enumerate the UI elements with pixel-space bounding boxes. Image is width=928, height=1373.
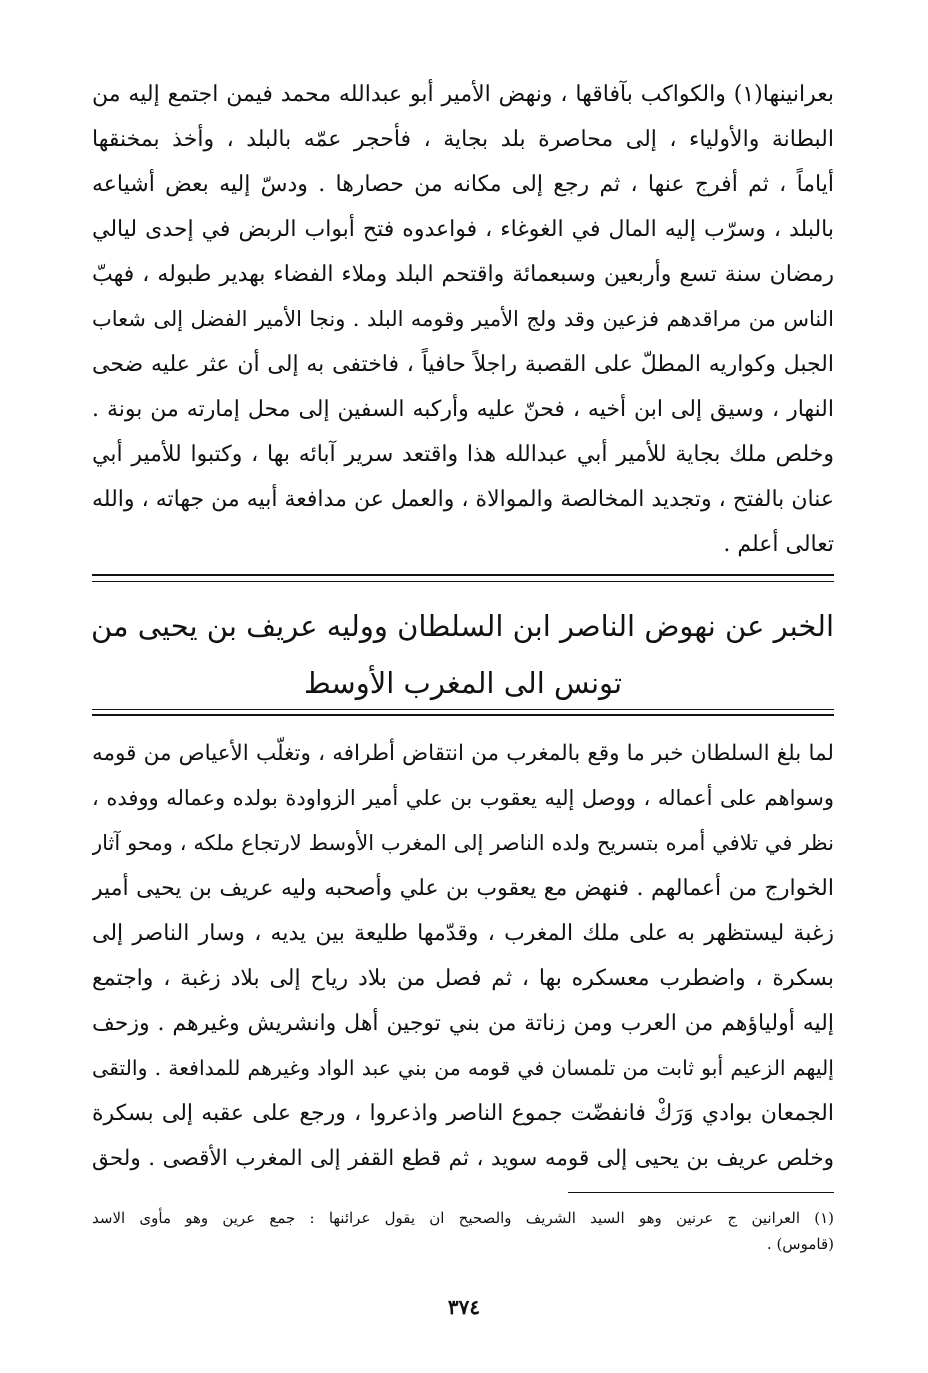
text-line: الخوارج من أعمالهم . فنهض مع يعقوب بن علي وأصحبه وليه عريف بن يحيى أمير [92, 876, 834, 901]
text-line: رمضان سنة تسع وأربعين وسبعمائة واقتحم البلد وملاء الفضاء بهدير طبوله ، فهبّ [92, 262, 834, 287]
text-line: لما بلغ السلطان خبر ما وقع بالمغرب من انتقاض أطرافه ، وتغلّب الأعياص من قومه [92, 741, 834, 766]
text-line: وخلص ملك بجاية للأمير أبي عبدالله هذا واقتعد سرير آبائه بها ، وكتبوا للأمير أبي [92, 442, 834, 467]
page-number: ٣٧٤ [447, 1295, 481, 1319]
heading-bottom-rule-thick [92, 714, 834, 716]
footnote-line: (١) العرانين ج عرنين وهو السيد الشريف والصحيح ان يقول عرائنها : جمع عرين وهو مأوى الاسد [92, 1209, 834, 1227]
paragraph-section [92, 731, 834, 1181]
heading-line: الخبر عن نهوض الناصر ابن السلطان ووليه عريف بن يحيى من [90, 609, 834, 643]
text-line: النهار ، وسيق إلى ابن أخيه ، فحنّ عليه وأركبه السفين إلى محل إمارته من بونة . [92, 397, 834, 422]
heading-top-rule-thick [92, 574, 834, 576]
text-line: وخلص عريف بن يحيى إلى قومه سويد ، ثم قطع القفر إلى المغرب الأقصى . ولحق [92, 1146, 834, 1171]
text-line: البطانة والأولياء ، إلى محاصرة بلد بجاية ، فأحجر عمّه بالبلد ، وأخذ بمخنقها [92, 127, 834, 152]
text-line: زغبة ليستظهر به على ملك المغرب ، وقدّمها طليعة بين يديه ، وسار الناصر إلى [92, 921, 834, 946]
text-line: وسواهم على أعماله ، ووصل إليه يعقوب بن علي أمير الزواودة بولده وعماله ووفده ، [92, 786, 834, 810]
text-line: إليهم الزعيم أبو ثابت من تلمسان في قومه من بني عبد الواد وغيرهم للمدافعة . والتقى [92, 1056, 834, 1080]
text-line: تعالى أعلم . [723, 532, 834, 557]
text-line: بعرانينها(١) والكواكب بآفاقها ، ونهض الأمير أبو عبدالله محمد فيمن اجتمع إليه من [92, 82, 834, 107]
text-line: بسكرة ، واضطرب معسكره بها ، ثم فصل من بلاد رياح إلى بلاد زغبة ، واجتمع [92, 966, 834, 991]
heading-bottom-rule-thin [92, 709, 834, 710]
heading-line: تونس الى المغرب الأوسط [303, 666, 623, 700]
section-heading [92, 598, 834, 712]
text-line: عنان بالفتح ، وتجديد المخالصة والموالاة ، والعمل عن مدافعة أبيه من جهاته ، والله [92, 487, 834, 512]
text-line: الجبل وكواريه المطلّ على القصبة راجلاً حافياً ، فاختفى به إلى أن عثر عليه ضحى [92, 352, 834, 377]
footnote-separator [568, 1192, 834, 1193]
text-line: أياماً ، ثم أفرج عنها ، ثم رجع إلى مكانه من حصارها . ودسّ إليه بعض أشياعه [92, 172, 834, 197]
footnote-line: (قاموس) . [766, 1235, 834, 1253]
heading-top-rule-thin [92, 581, 834, 582]
text-line: الجمعان بوادي وَرَكْ فانفضّت جموع الناصر واذعروا ، ورجع على عقبه إلى بسكرة [92, 1101, 834, 1126]
footnote [92, 1205, 834, 1257]
text-line: نظر في تلافي أمره بتسريح ولده الناصر إلى المغرب الأوسط لارتجاع ملكه ، ومحو آثار [92, 831, 834, 855]
paragraph-continuation [92, 72, 834, 567]
text-line: بالبلد ، وسرّب إليه المال في الغوغاء ، فواعدوه فتح أبواب الربض في إحدى ليالي [92, 217, 834, 242]
text-line: إليه أولياؤهم من العرب ومن زناتة من بني توجين أهل وانشريش وغيرهم . وزحف [92, 1011, 834, 1036]
text-line: الناس من مراقدهم فزعين وقد ولج الأمير وقومه البلد . ونجا الأمير الفضل إلى شعاب [92, 307, 834, 331]
